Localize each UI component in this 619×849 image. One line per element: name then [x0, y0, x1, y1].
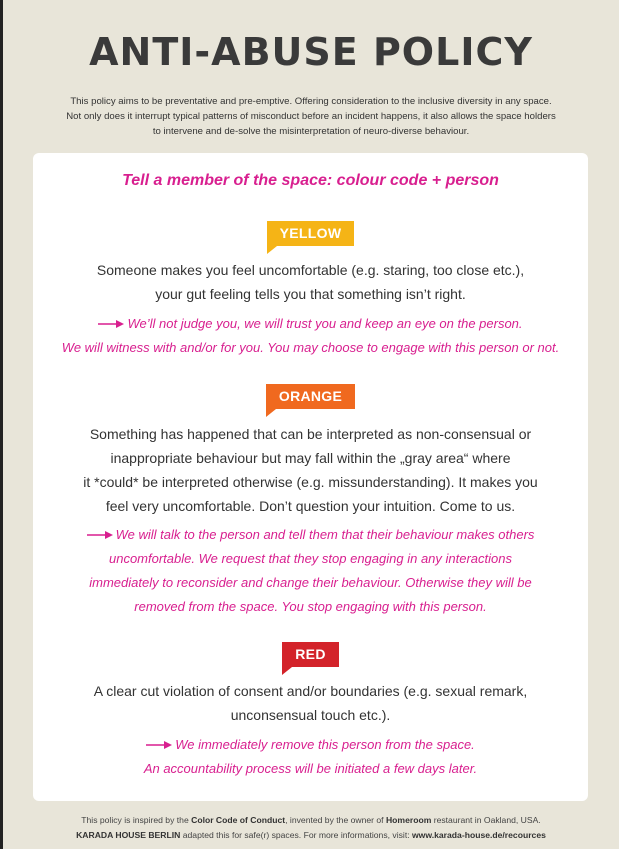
footer-text: , invented by the owner of: [285, 815, 386, 825]
yellow-description: [33, 258, 588, 306]
badge-tail: [267, 246, 277, 254]
yellow-badge: [267, 221, 355, 246]
footer-text: This policy is inspired by the: [81, 815, 192, 825]
footer-link-color-code: Color Code of Conduct: [191, 815, 286, 825]
footer: [3, 813, 619, 843]
orange-section: [33, 384, 588, 409]
orange-description: [33, 422, 588, 518]
intro-paragraph: [31, 94, 591, 139]
response-line: We will witness with and/or for you. You may choose to engage with this person or not.: [61, 340, 560, 355]
text-line: it *could* be interpreted otherwise (e.g. missunderstanding). It makes you: [83, 474, 538, 490]
response-line: We’ll not judge you, we will trust you and keep an eye on the person.: [127, 316, 523, 331]
intro-line: to intervene and de-solve the misinterpretation of neuro-diverse behaviour.: [152, 126, 470, 137]
red-section: [33, 642, 588, 667]
response-line: We immediately remove this person from the space.: [175, 737, 475, 752]
response-line: We will talk to the person and tell them that their behaviour makes others: [115, 527, 535, 542]
orange-badge-label: ORANGE: [278, 388, 343, 404]
text-line: Something has happened that can be interpreted as non-consensual or: [89, 426, 532, 442]
text-line: unconsensual touch etc.).: [230, 707, 391, 723]
yellow-response: [33, 312, 588, 360]
text-line: inappropriate behaviour but may fall within the „gray area“ where: [110, 450, 511, 466]
intro-line: This policy aims to be preventative and pre-emptive. Offering consideration to the inclusive diversity in any space.: [70, 96, 552, 107]
arrow-right-icon: [146, 740, 172, 750]
red-badge: [282, 642, 338, 667]
footer-brand: KARADA HOUSE BERLIN: [76, 830, 181, 840]
content-card: [33, 153, 588, 801]
yellow-section: [33, 221, 588, 246]
orange-badge: [266, 384, 355, 409]
text-line: A clear cut violation of consent and/or boundaries (e.g. sexual remark,: [93, 683, 528, 699]
response-line: immediately to reconsider and change their behaviour. Otherwise they will be: [89, 575, 532, 590]
badge-tail: [266, 409, 276, 417]
badge-tail: [282, 667, 292, 675]
footer-url[interactable]: www.karada-house.de/recources: [412, 830, 546, 840]
arrow-right-icon: [98, 319, 124, 329]
footer-line-1: [3, 813, 619, 828]
page-title: ANTI-ABUSE POLICY: [89, 30, 533, 74]
red-badge-label: RED: [295, 646, 326, 662]
orange-response: [33, 523, 588, 619]
footer-homeroom: Homeroom: [385, 815, 432, 825]
response-line: An accountability process will be initiated a few days later.: [143, 761, 478, 776]
yellow-badge-label: YELLOW: [279, 225, 342, 241]
headline: Tell a member of the space: colour code + person: [122, 172, 499, 189]
footer-line-2: [3, 828, 619, 843]
footer-text: restaurant in Oakland, USA.: [431, 815, 541, 825]
intro-line: Not only does it interrupt typical patterns of misconduct before an incident happens, it also allows the space holders: [66, 111, 556, 122]
red-response: [33, 733, 588, 781]
text-line: Someone makes you feel uncomfortable (e.g. staring, too close etc.),: [96, 262, 525, 278]
red-description: [33, 679, 588, 727]
arrow-right-icon: [87, 530, 113, 540]
text-line: feel very uncomfortable. Don’t question your intuition. Come to us.: [105, 498, 516, 514]
response-line: uncomfortable. We request that they stop engaging in any interactions: [108, 551, 512, 566]
footer-text: adapted this for safe(r) spaces. For more informations, visit:: [180, 830, 412, 840]
text-line: your gut feeling tells you that something isn’t right.: [155, 286, 466, 302]
response-line: removed from the space. You stop engaging with this person.: [134, 599, 487, 614]
